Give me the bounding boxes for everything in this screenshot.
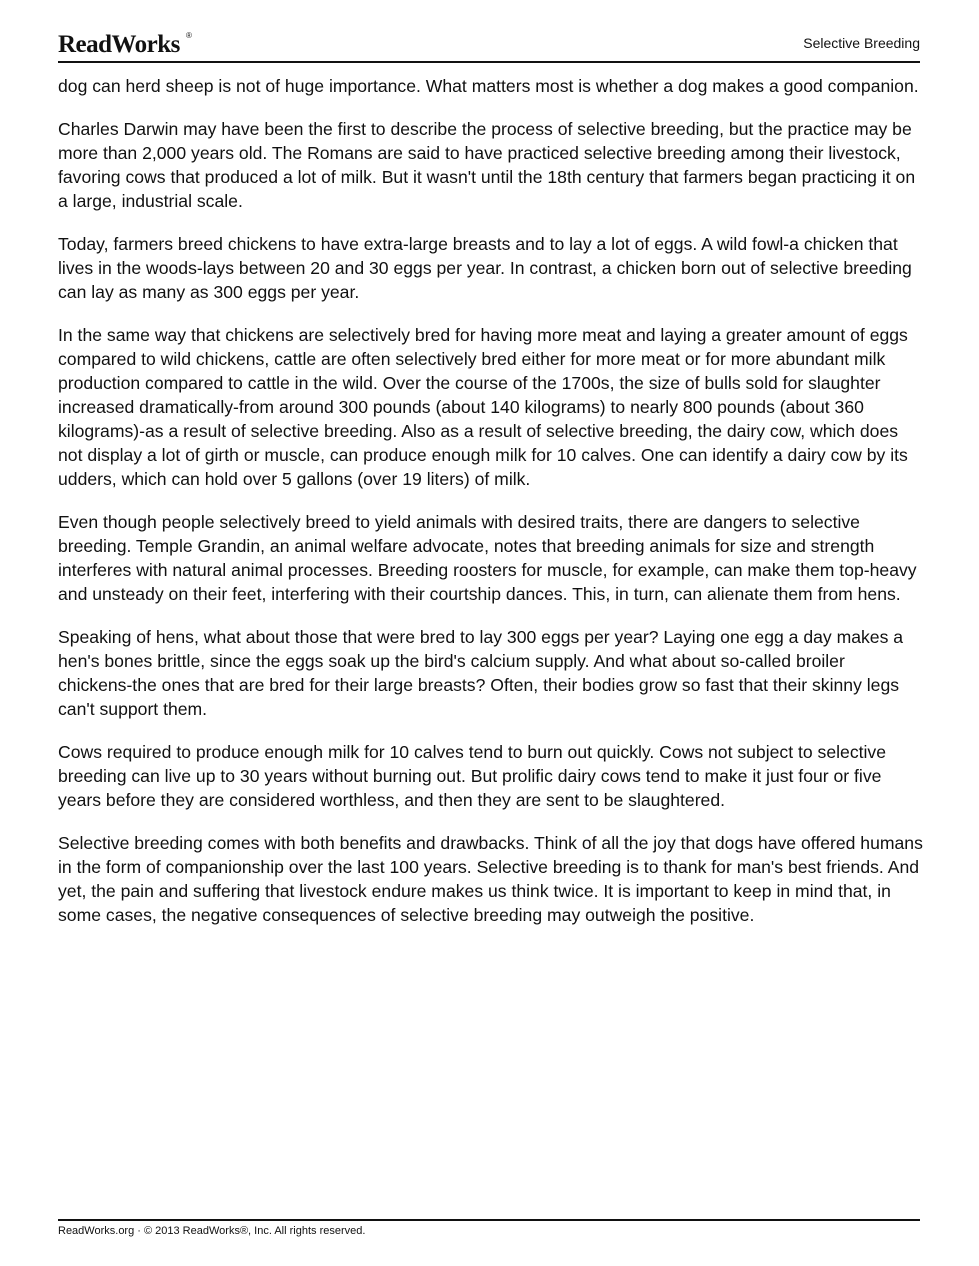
paragraph: Even though people selectively breed to yield animals with desired traits, there are dangers to selective breeding. Temple Grandin, an animal welfare advocate, notes that breeding animals for size and strength interferes with natural animal processes. Breeding roosters for muscle, for example, can make them top-heavy and unsteady on their feet, interfering with their courtship dances. This, in turn, can alienate them from hens. [58,512,917,604]
page-header [58,30,920,63]
readworks-logo: ReadWorks [58,31,180,58]
paragraph: dog can herd sheep is not of huge importance. What matters most is whether a dog makes a good companion. [58,76,919,96]
logo-registered-mark: ® [186,31,192,40]
paragraph: Charles Darwin may have been the first to describe the process of selective breeding, but the practice may be more than 2,000 years old. The Romans are said to have practiced selective breeding among their livestock, favoring cows that produced a lot of milk. But it wasn't until the 18th century that farmers began practicing it on a large, industrial scale. [58,119,916,211]
paragraph: Selective breeding comes with both benefits and drawbacks. Think of all the joy that dogs have offered humans in the form of companionship over the last 100 years. Selective breeding is to thank for man's best friends. And yet, the pain and suffering that livestock endure makes us think twice. It is important to keep in mind that, in some cases, the negative consequences of selective breeding may outweigh the positive. [58,833,923,925]
document-title: Selective Breeding [803,35,920,51]
paragraph: Speaking of hens, what about those that were bred to lay 300 eggs per year? Laying one egg a day makes a hen's bones brittle, since the eggs soak up the bird's calcium supply. And what about so-called broiler chickens-the ones that are bred for their large breasts? Often, their bodies grow so fast that their skinny legs can't support them. [58,627,904,719]
article-body [58,74,924,946]
footer-divider [58,1219,920,1221]
paragraph: Today, farmers breed chickens to have extra-large breasts and to lay a lot of eggs. A wild fowl-a chicken that lives in the woods-lays between 20 and 30 eggs per year. In contrast, a chicken born out of selective breeding can lay as many as 300 eggs per year. [58,234,912,302]
footer-copyright: ReadWorks.org · © 2013 ReadWorks®, Inc. All rights reserved. [58,1225,366,1237]
paragraph: Cows required to produce enough milk for 10 calves tend to burn out quickly. Cows not subject to selective breeding can live up to 30 years without burning out. But prolific dairy cows tend to make it just four or five years before they are considered worthless, and then they are sent to be slaughtered. [58,742,886,810]
paragraph: In the same way that chickens are selectively bred for having more meat and laying a greater amount of eggs compared to wild chickens, cattle are often selectively bred either for more meat or for more abundant milk production compared to cattle in the wild. Over the course of the 1700s, the size of bulls sold for slaughter increased dramatically-from around 300 pounds (about 140 kilograms) to nearly 800 pounds (about 360 kilograms)-as a result of selective breeding. Also as a result of selective breeding, the dairy cow, which does not display a lot of girth or muscle, can produce enough milk for 10 calves. One can identify a dairy cow by its udders, which can hold over 5 gallons (over 19 liters) of milk. [58,325,908,489]
